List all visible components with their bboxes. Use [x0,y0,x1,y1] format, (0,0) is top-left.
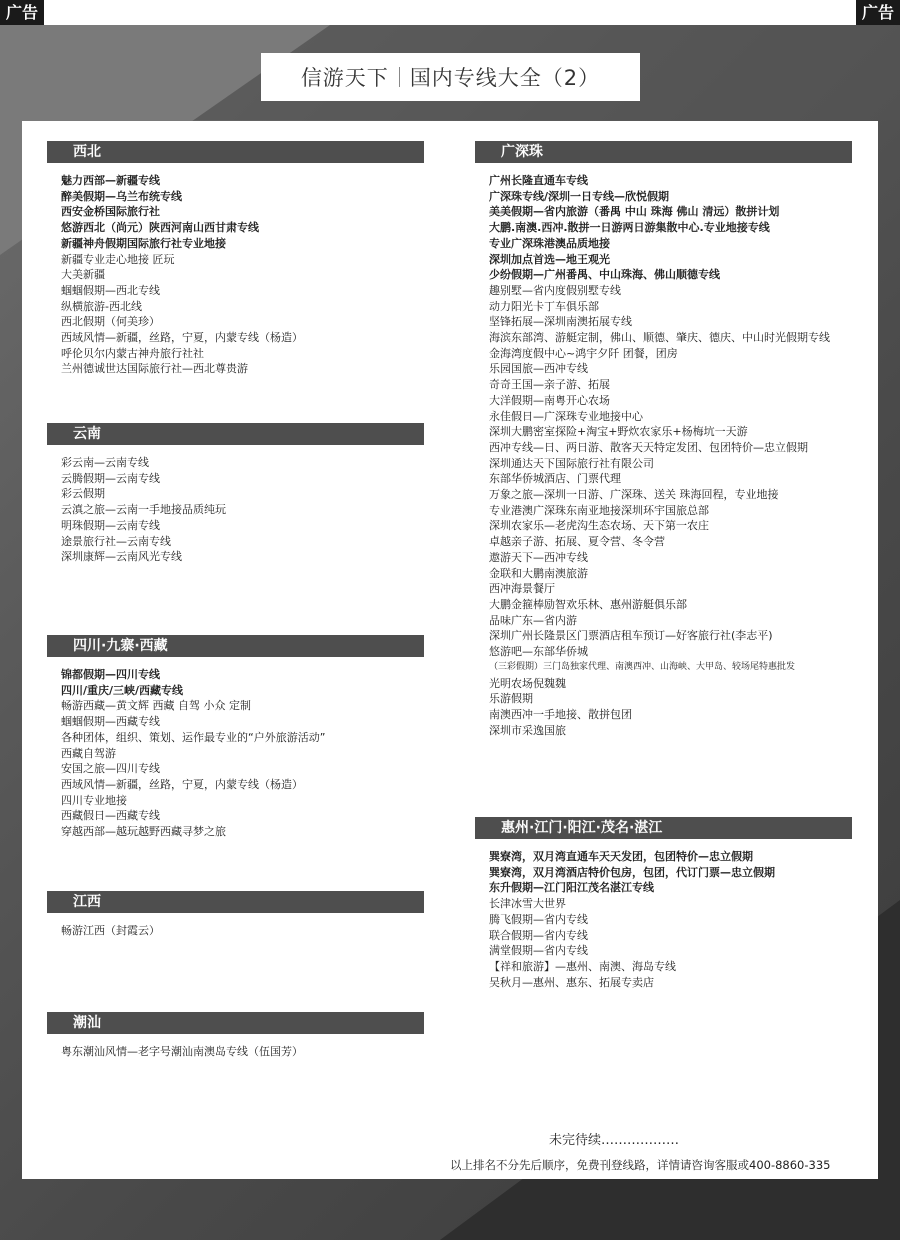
list-item: 醉美假期—乌兰布统专线 [61,189,182,203]
section-list [61,173,424,377]
list-item: 万象之旅—深圳一日游、广深珠、送关 珠海回程，专业地接 [489,488,779,502]
section-chaoshan [47,1012,424,1060]
list-item: 大洋假期—南粤开心农场 [489,393,610,407]
section-title: 云南 [47,423,424,445]
list-item: 深圳康辉—云南风光专线 [61,550,182,564]
list-item: 兰州德诚世达国际旅行社—西北尊贵游 [61,362,248,376]
list-item: 趣别墅—省内度假别墅专线 [489,283,621,297]
list-item: 四川专业地接 [61,793,127,807]
list-item: 深圳市采逸国旅 [489,723,566,737]
list-item: 东部华侨城酒店、门票代理 [489,472,621,486]
section-title: 广深珠 [475,141,852,163]
list-item: 锦都假期—四川专线 [61,668,160,681]
list-item: 畅游江西（封霞云） [61,924,160,937]
section-huizhou [475,817,852,990]
section-title: 江西 [47,891,424,913]
list-item: 东升假期—江门阳江茂名湛江专线 [489,881,654,895]
page-title [261,53,640,101]
list-item: 遨游天下—西冲专线 [489,550,588,564]
list-item: 光明农场倪魏魏 [489,676,566,690]
list-item: 西域风情—新疆，丝路，宁夏，内蒙专线（杨造） [61,777,303,791]
section-list [61,923,424,939]
list-item: 少纷假期—广州番禺、中山珠海、佛山顺德专线 [489,268,720,282]
list-item: 明珠假期—云南专线 [61,518,160,532]
list-item: 西冲海景餐厅 [489,582,555,596]
list-item: 深圳大鹏密室探险+淘宝+野炊农家乐+杨梅坑一天游 [489,425,748,439]
list-item: 纵横旅游-西北线 [61,299,142,313]
ad-label-left: 广告 [0,0,44,25]
list-item: 深圳农家乐—老虎沟生态农场、天下第一农庄 [489,519,709,533]
section-list [61,1044,424,1060]
list-item: 大美新疆 [61,268,105,282]
section-list [489,849,852,990]
title-separator [399,67,400,87]
list-item: 乐游假期 [489,692,533,706]
section-title: 潮汕 [47,1012,424,1034]
ad-label-right: 广告 [856,0,900,25]
list-item: 各种团体，组织、策划、运作最专业的“户外旅游活动” [61,730,326,744]
footer-note: 以上排名不分先后顺序，免费刊登线路，详情请咨询客服或400-8860-335 [450,1158,831,1172]
list-item: 乐园国旅—西冲专线 [489,362,588,376]
list-item: 西藏自驾游 [61,746,116,760]
list-item: 奇奇王国—亲子游、拓展 [489,378,610,392]
list-item: 品味广东—省内游 [489,613,577,627]
list-item: 悠游吧—东部华侨城 [489,645,588,659]
list-item: 西冲专线—日、两日游、散客天天特定发团、包团特价—忠立假期 [489,440,808,454]
list-item: 云滇之旅—云南一手地接品质纯玩 [61,503,226,517]
section-title: 惠州·江门·阳江·茂名·湛江 [475,817,852,839]
list-item: 坚锋拓展—深圳南澳拓展专线 [489,315,632,329]
list-item: 魅力西部—新疆专线 [61,174,160,187]
list-item: 西域风情—新疆，丝路，宁夏，内蒙专线（杨造） [61,331,303,345]
list-item: 深圳通达天下国际旅行社有限公司 [489,456,654,470]
to-be-continued: 未完待续……………… [549,1133,680,1148]
list-item: 大鹏.南澳.西冲.散拼一日游两日游集散中心.专业地接专线 [489,221,770,235]
list-item: 大鹏金箍棒励智欢乐林、惠州游艇俱乐部 [489,597,687,611]
section-title: 四川·九寨·西藏 [47,635,424,657]
list-item: 卓越亲子游、拓展、夏令营、冬令营 [489,535,665,549]
section-list [61,667,424,840]
list-item: 途景旅行社—云南专线 [61,534,171,548]
list-item: 满堂假期—省内专线 [489,944,588,958]
list-item: 海滨东部湾、游艇定制，佛山、顺德、肇庆、德庆、中山时光假期专线 [489,331,830,345]
list-item: 吴秋月—惠州、惠东、拓展专卖店 [489,975,654,989]
list-item: 【祥和旅游】—惠州、南澳、海岛专线 [489,959,676,973]
list-item: 金海湾度假中心~鸿宇夕阡 团餐，团房 [489,346,678,360]
list-item: 蝈蝈假期—西北专线 [61,283,160,297]
list-item: 云腾假期—云南专线 [61,471,160,485]
list-item: 呼伦贝尔内蒙古神舟旅行社社 [61,346,204,360]
list-item: 联合假期—省内专线 [489,928,588,942]
list-item: 深圳加点首选—地王观光 [489,252,610,266]
list-item: 深圳广州长隆景区门票酒店租车预订—好客旅行社(李志平) [489,629,773,643]
list-item: 西藏假日—西藏专线 [61,809,160,823]
list-item: 动力阳光卡丁车俱乐部 [489,299,599,313]
list-item: 腾飞假期—省内专线 [489,912,588,926]
list-item: 专业广深珠港澳品质地接 [489,236,610,250]
list-item: 安国之旅—四川专线 [61,762,160,776]
list-item: 广州长隆直通车专线 [489,174,588,187]
list-item: 广深珠专线/深圳一日专线—欣悦假期 [489,189,670,203]
list-item: 新疆专业走心地接 匠玩 [61,252,175,266]
list-item: 巽寮湾，双月湾直通车天天发团，包团特价—忠立假期 [489,850,753,863]
list-item: 长津冰雪大世界 [489,897,566,911]
list-item: 畅游西藏—黄文辉 西藏 自驾 小众 定制 [61,699,251,713]
list-item: 西安金桥国际旅行社 [61,205,160,219]
list-item: 美美假期—省内旅游（番禺 中山 珠海 佛山 清远）散拼计划 [489,205,780,219]
content-sheet [22,121,878,1179]
list-item: 彩云假期 [61,487,105,501]
list-item: 巽寮湾，双月湾酒店特价包房，包团，代订门票—忠立假期 [489,865,775,879]
section-xibei [47,141,424,377]
title-right: 国内专线大全（2） [409,66,601,90]
list-item: 西北假期（何美珍） [61,315,160,329]
list-item: 穿越西部—越玩越野西藏寻梦之旅 [61,825,226,839]
section-list [61,455,424,565]
section-title: 西北 [47,141,424,163]
list-item: 悠游西北（尚元）陕西河南山西甘肃专线 [61,221,259,235]
list-item: （三彩假期）三门岛独家代理、南澳西冲、山海峡、大甲岛、较场尾特惠批发 [489,661,796,672]
top-strip [0,0,900,25]
list-item: 专业港澳广深珠东南亚地接深圳环宇国旅总部 [489,503,709,517]
list-item: 金联和大鹏南澳旅游 [489,566,588,580]
section-jiangxi [47,891,424,939]
section-yunnan [47,423,424,565]
list-item: 彩云南—云南专线 [61,456,149,469]
list-item: 蝈蝈假期—西藏专线 [61,715,160,729]
title-left: 信游天下 [300,66,389,90]
section-list [489,173,852,738]
section-sichuan [47,635,424,840]
list-item: 新疆神舟假期国际旅行社专业地接 [61,236,226,250]
section-guangshenzhu [475,141,852,738]
list-item: 永佳假日—广深珠专业地接中心 [489,409,643,423]
list-item: 四川/重庆/三峡/西藏专线 [61,683,184,697]
list-item: 南澳西冲一手地接、散拼包团 [489,707,632,721]
list-item: 粤东潮汕风情—老字号潮汕南澳岛专线（伍国芳） [61,1045,303,1058]
